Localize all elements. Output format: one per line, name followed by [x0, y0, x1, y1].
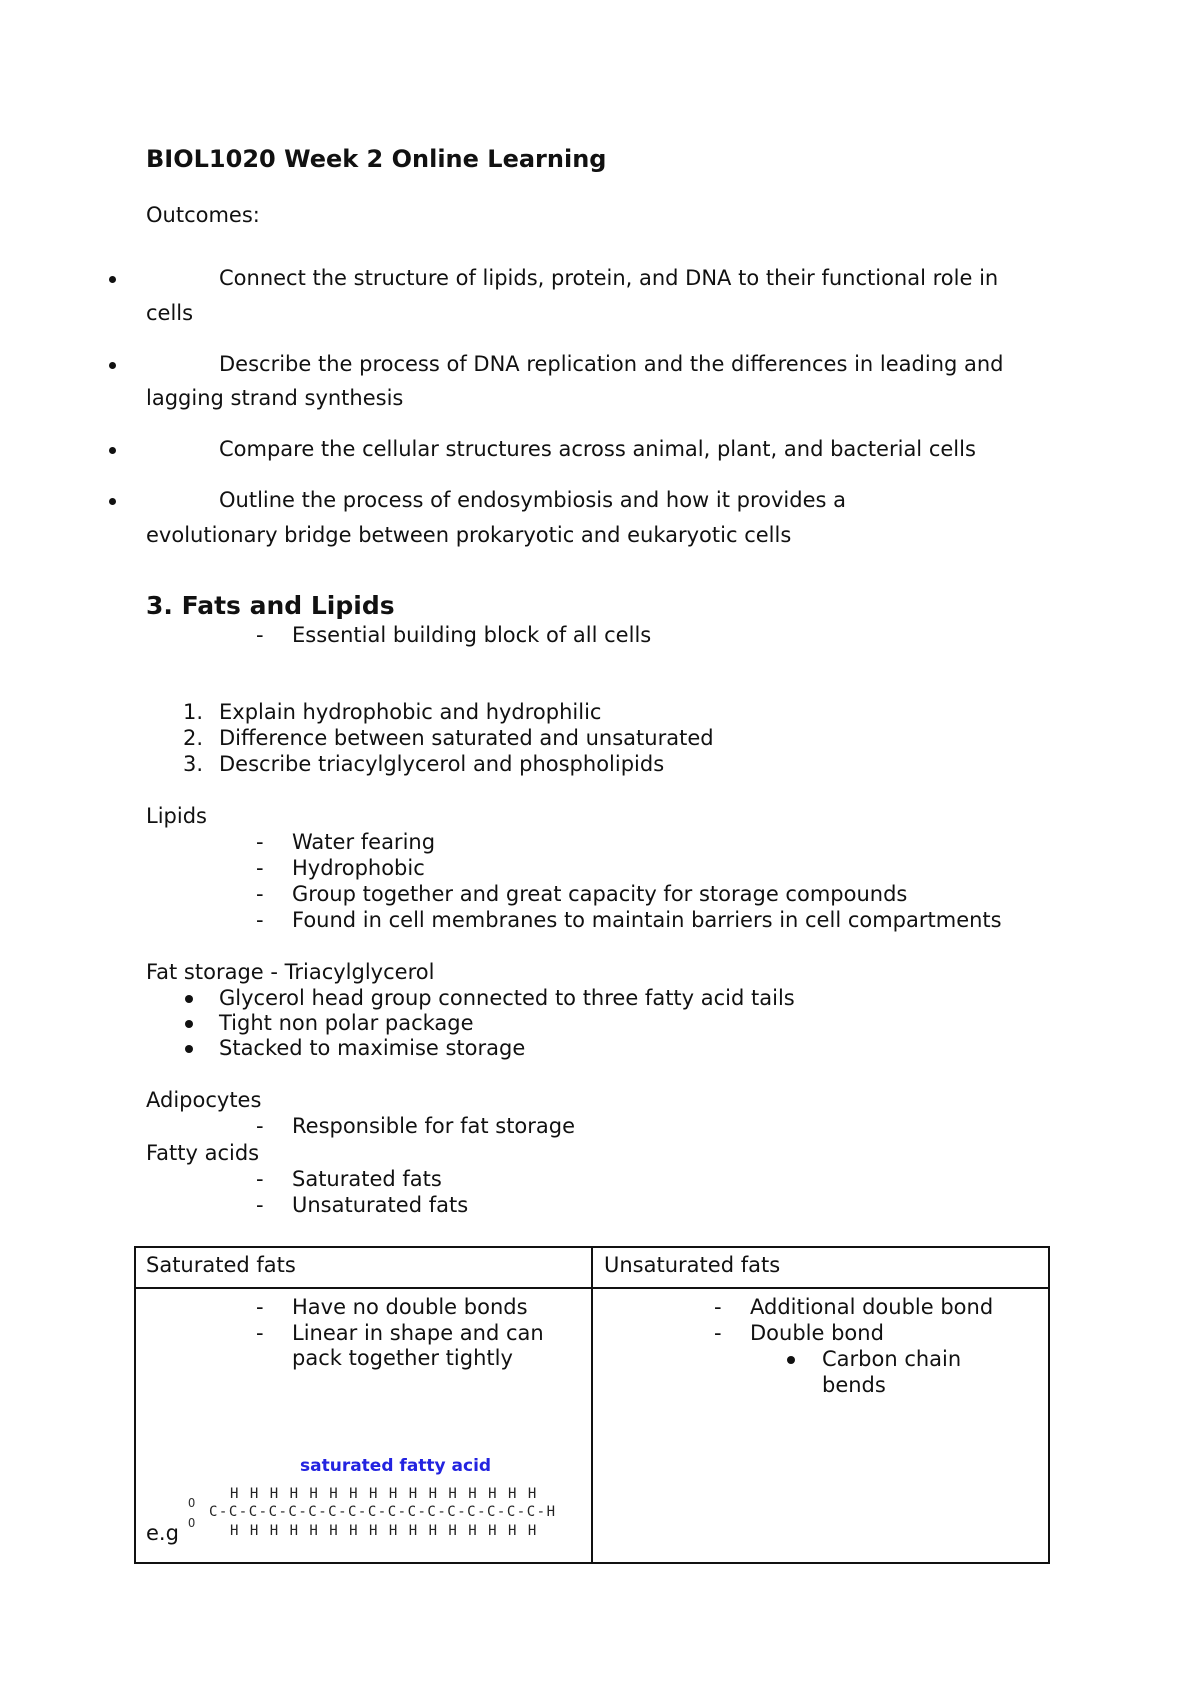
- dash-marker: -: [256, 623, 264, 647]
- fatty-acids-item: Unsaturated fats: [292, 1193, 469, 1217]
- figure-title: saturated fatty acid: [300, 1456, 492, 1476]
- lipids-item: Water fearing: [292, 830, 436, 854]
- numbered-item: Describe triacylglycerol and phospholipids: [219, 752, 665, 776]
- outcome-line: Describe the process of DNA replication and the differences in leading and: [219, 352, 1004, 376]
- fatty-acids-item: Saturated fats: [292, 1167, 442, 1191]
- unsaturated-sub-item-continued: bends: [822, 1373, 886, 1397]
- unsaturated-item: Additional double bond: [750, 1295, 994, 1319]
- bullet-dot: [109, 362, 116, 369]
- unsaturated-item: Double bond: [750, 1321, 884, 1345]
- saturated-item-continued: pack together tightly: [292, 1346, 513, 1370]
- fatty-acids-label: Fatty acids: [146, 1141, 260, 1165]
- fat-storage-item: Tight non polar package: [219, 1011, 474, 1035]
- dash-marker: -: [256, 1114, 264, 1138]
- bullet-dot: [185, 995, 193, 1003]
- bullet-dot: [109, 276, 116, 283]
- dash-marker: -: [256, 882, 264, 906]
- lipids-item: Group together and great capacity for storage compounds: [292, 882, 908, 906]
- outcome-line-continued: evolutionary bridge between prokaryotic and eukaryotic cells: [146, 523, 792, 547]
- hydrogen-row-top: H H H H H H H H H H H H H H H H: [230, 1486, 538, 1502]
- lipids-item: Hydrophobic: [292, 856, 425, 880]
- example-label: e.g: [146, 1521, 179, 1545]
- outcome-line: Outline the process of endosymbiosis and how it provides a: [219, 488, 846, 512]
- dash-marker: -: [714, 1295, 722, 1319]
- dash-marker: -: [256, 1193, 264, 1217]
- bullet-dot: [185, 1045, 193, 1053]
- carbon-chain: C-C-C-C-C-C-C-C-C-C-C-C-C-C-C-C-C-H: [209, 1504, 557, 1520]
- adipocytes-label: Adipocytes: [146, 1088, 262, 1112]
- table-header-saturated: Saturated fats: [146, 1253, 296, 1277]
- adipocytes-item: Responsible for fat storage: [292, 1114, 576, 1138]
- dash-marker: -: [256, 830, 264, 854]
- numbered-item: Explain hydrophobic and hydrophilic: [219, 700, 602, 724]
- bullet-dot: [109, 498, 116, 505]
- oxygen-top: O: [188, 1496, 196, 1510]
- dash-marker: -: [256, 1321, 264, 1345]
- numbered-index: 3.: [183, 752, 204, 776]
- fat-storage-item: Glycerol head group connected to three fatty acid tails: [219, 986, 795, 1010]
- outcome-line-continued: cells: [146, 301, 194, 325]
- outcome-line: Connect the structure of lipids, protein, and DNA to their functional role in: [219, 266, 999, 290]
- saturated-item: Linear in shape and can: [292, 1321, 544, 1345]
- numbered-item: Difference between saturated and unsaturated: [219, 726, 714, 750]
- outcome-line-continued: lagging strand synthesis: [146, 386, 404, 410]
- section-dash-item: Essential building block of all cells: [292, 623, 652, 647]
- bullet-dot: [787, 1356, 795, 1364]
- bullet-dot: [185, 1020, 193, 1028]
- numbered-index: 2.: [183, 726, 204, 750]
- document-title: BIOL1020 Week 2 Online Learning: [146, 145, 607, 173]
- lipids-item: Found in cell membranes to maintain barriers in cell compartments: [292, 908, 1002, 932]
- dash-marker: -: [256, 1167, 264, 1191]
- hydrogen-row-bottom: H H H H H H H H H H H H H H H H: [230, 1523, 538, 1539]
- saturated-item: Have no double bonds: [292, 1295, 528, 1319]
- bullet-dot: [109, 447, 116, 454]
- numbered-index: 1.: [183, 700, 204, 724]
- unsaturated-sub-item: Carbon chain: [822, 1347, 962, 1371]
- dash-marker: -: [714, 1321, 722, 1345]
- dash-marker: -: [256, 908, 264, 932]
- table-header-unsaturated: Unsaturated fats: [604, 1253, 781, 1277]
- dash-marker: -: [256, 1295, 264, 1319]
- dash-marker: -: [256, 856, 264, 880]
- table-divider: [591, 1246, 593, 1564]
- section-heading: 3. Fats and Lipids: [146, 591, 395, 620]
- lipids-label: Lipids: [146, 804, 207, 828]
- outcome-line: Compare the cellular structures across animal, plant, and bacterial cells: [219, 437, 976, 461]
- oxygen-bottom: O: [188, 1516, 196, 1530]
- fat-storage-label: Fat storage - Triacylglycerol: [146, 960, 435, 984]
- outcomes-label: Outcomes:: [146, 203, 260, 227]
- fat-storage-item: Stacked to maximise storage: [219, 1036, 526, 1060]
